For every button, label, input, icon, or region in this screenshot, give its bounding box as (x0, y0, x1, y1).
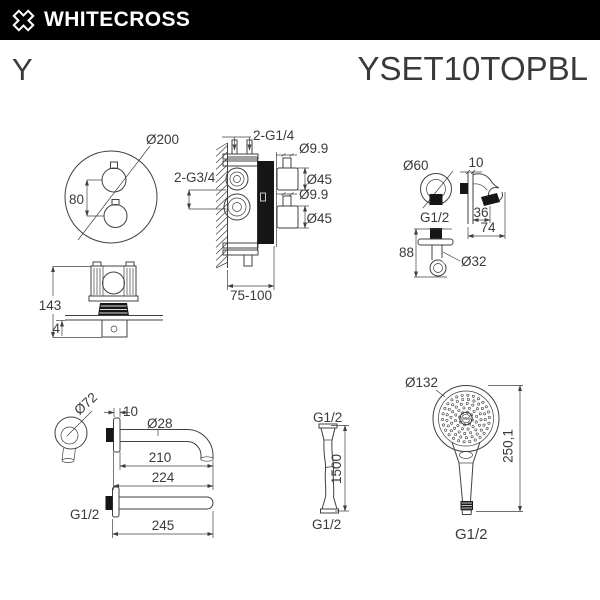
dim-spout-length-top: 245 (151, 518, 175, 533)
dim-knob-1: Ø45 (306, 172, 333, 187)
hand-shower-view (405, 375, 523, 543)
dim-hose-thread-top: G1/2 (313, 410, 343, 425)
dim-side-ports: 2-G3/4 (174, 170, 216, 185)
dim-spout-reach: 210 (148, 450, 172, 465)
spray-nozzles (441, 394, 490, 443)
brand-name: WHITECROSS (44, 8, 191, 31)
whitecross-x-icon (10, 7, 37, 34)
shower-hose-view (312, 410, 349, 532)
technical-drawings (0, 89, 600, 600)
brand-header (0, 0, 600, 40)
mixer-side-view (174, 128, 332, 303)
dim-spout-thread: G1/2 (70, 507, 100, 522)
dim-outlet-tube: Ø32 (461, 254, 487, 269)
dim-mixer-diameter: Ø200 (146, 132, 180, 147)
dim-spout-flange: Ø72 (71, 389, 101, 418)
dim-outlet-thread: G1/2 (420, 210, 450, 225)
series-title: Y (12, 52, 33, 87)
dim-outlet-diameter: Ø60 (403, 158, 429, 173)
dim-stem-1: Ø9.9 (299, 141, 329, 156)
dim-spout-tube: Ø28 (147, 416, 173, 431)
dim-shower-length: 250,1 (500, 429, 516, 463)
dim-head-diameter: Ø132 (405, 375, 439, 390)
dim-knob-spacing: 80 (68, 192, 84, 207)
dim-stem-2: Ø9.9 (299, 187, 329, 202)
dim-valve-plate: 4 (52, 321, 60, 336)
dim-outlet-height: 88 (398, 245, 414, 260)
dim-top-ports: 2-G1/4 (253, 128, 295, 143)
valve-body-section (39, 262, 163, 338)
title-row (0, 40, 600, 89)
mixer-front-view (65, 132, 179, 243)
wall-spout-view (55, 390, 213, 538)
dim-outlet-plate: 10 (468, 155, 484, 170)
wall-hatch-mixer (216, 143, 227, 268)
dim-shower-thread: G1/2 (455, 526, 488, 543)
dim-hose-length: 1500 (329, 453, 344, 485)
dim-outlet-depth: 74 (480, 220, 496, 235)
dim-spout-plate: 10 (123, 404, 139, 419)
dim-depth-range: 75-100 (229, 288, 273, 303)
outlet-holder-view (399, 155, 505, 277)
dim-hook-offset: 36 (473, 205, 489, 220)
dim-spout-reach-total: 224 (151, 470, 175, 485)
dim-knob-2: Ø45 (306, 211, 333, 226)
dim-hose-thread-bottom: G1/2 (312, 517, 342, 532)
dim-valve-height: 143 (38, 298, 62, 313)
model-number: YSET10TOPBL (357, 50, 588, 87)
